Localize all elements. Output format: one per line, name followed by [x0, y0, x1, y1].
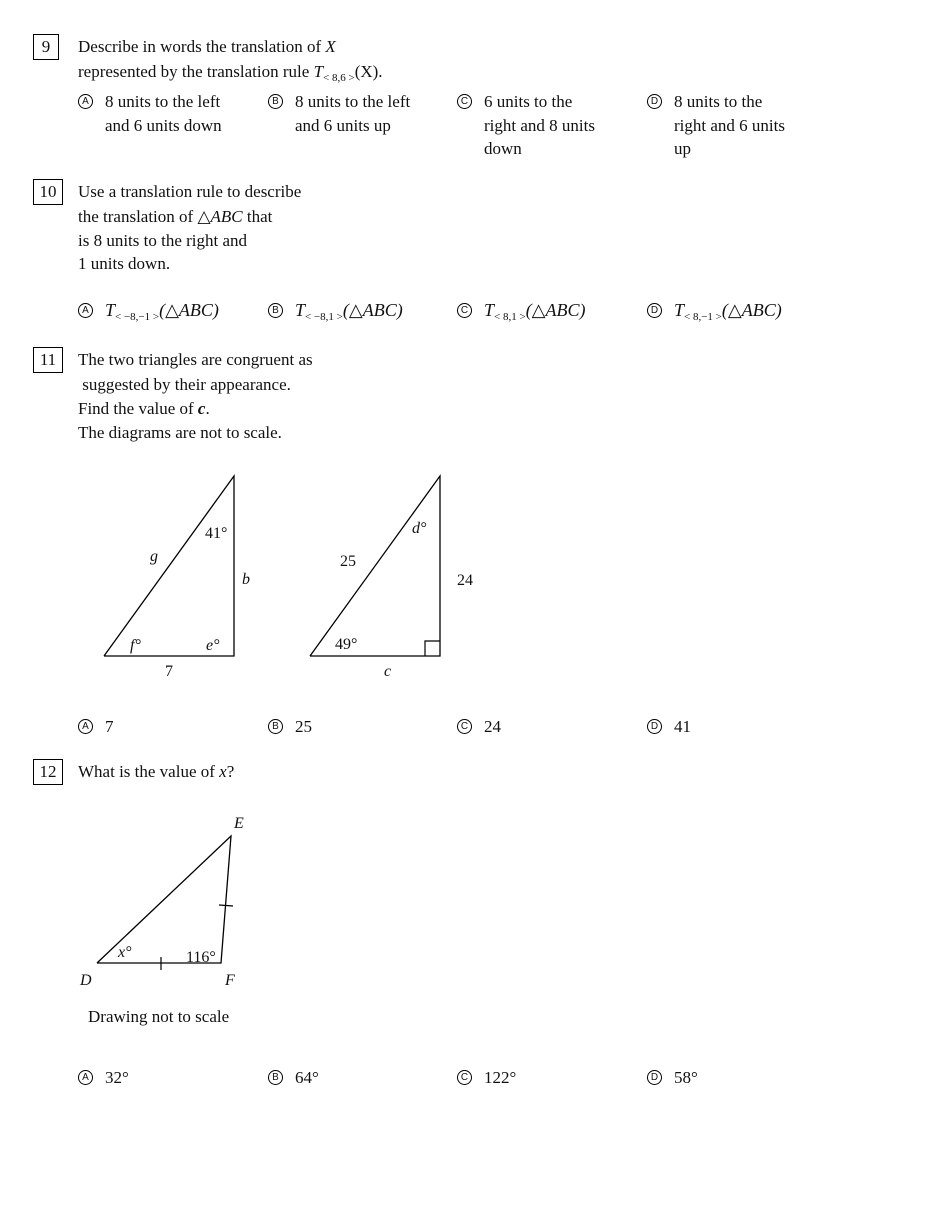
tick-mark-ef	[219, 905, 233, 906]
question-12-figure	[79, 815, 244, 989]
left-triangle	[104, 476, 250, 680]
option-d-bubble[interactable]: D	[647, 719, 662, 734]
angle-x: x°	[118, 944, 132, 961]
label-25: 25	[340, 553, 356, 570]
option-c-bubble[interactable]: C	[457, 1070, 472, 1085]
right-triangle	[310, 476, 473, 680]
question-12-option-c[interactable]: C 122°	[457, 1066, 516, 1090]
option-c-bubble[interactable]: C	[457, 94, 472, 109]
label-g: g	[150, 548, 158, 565]
vertex-d: D	[80, 972, 92, 989]
question-10-prompt-line-1: Use a translation rule to describe	[78, 182, 302, 201]
label-e: e°	[206, 637, 220, 654]
option-b-bubble[interactable]: B	[268, 1070, 283, 1085]
right-angle-mark	[425, 641, 440, 656]
option-c-bubble[interactable]: C	[457, 303, 472, 318]
question-10-prompt-line-3: is 8 units to the right and	[78, 231, 248, 250]
question-9-option-a[interactable]: A 8 units to the left and 6 units down	[78, 90, 222, 137]
question-10-prompt-line-2: the translation of △ABC that	[78, 207, 273, 226]
vertex-f: F	[225, 972, 235, 989]
option-d-bubble[interactable]: D	[647, 1070, 662, 1085]
question-11-prompt-line-1: The two triangles are congruent as	[78, 350, 313, 369]
question-11-option-c[interactable]: C 24	[457, 715, 501, 739]
label-d: d°	[412, 520, 427, 537]
question-10-number: 10	[33, 179, 63, 205]
question-11-prompt-line-3: Find the value of c.	[78, 399, 210, 418]
question-9-prompt-line-1: Describe in words the translation of X	[78, 37, 336, 56]
question-9-number: 9	[33, 34, 59, 60]
label-24: 24	[457, 572, 473, 589]
option-b-bubble[interactable]: B	[268, 719, 283, 734]
option-a-bubble[interactable]: A	[78, 94, 93, 109]
question-11-prompt-line-4: The diagrams are not to scale.	[78, 423, 282, 442]
question-10-option-a[interactable]: A $T_{< -8,-1 >}(\triangle ABC)$	[78, 299, 219, 323]
label-c: c	[384, 663, 392, 680]
question-12-option-b[interactable]: B 64°	[268, 1066, 319, 1090]
question-12-option-a[interactable]: A 32°	[78, 1066, 129, 1090]
label-f: f°	[130, 637, 141, 654]
drawing-note: Drawing not to scale	[88, 1007, 230, 1026]
question-12-option-d[interactable]: D 58°	[647, 1066, 698, 1090]
option-a-bubble[interactable]: A	[78, 719, 93, 734]
question-10-option-d[interactable]: D $T_{< 8,-1 >}(\triangle ABC)$	[647, 299, 782, 323]
question-12-prompt: What is the value of x?	[78, 762, 235, 781]
question-11-option-d[interactable]: D 41	[647, 715, 691, 739]
label-49: 49°	[335, 636, 358, 653]
question-12-number: 12	[33, 759, 63, 785]
vertex-e: E	[234, 815, 244, 832]
question-9-option-b[interactable]: B 8 units to the left and 6 units up	[268, 90, 410, 137]
label-41: 41°	[205, 525, 228, 542]
question-11-option-a[interactable]: A 7	[78, 715, 114, 739]
option-a-bubble[interactable]: A	[78, 1070, 93, 1085]
option-b-bubble[interactable]: B	[268, 94, 283, 109]
option-c-bubble[interactable]: C	[457, 719, 472, 734]
question-9-prompt-line-2: represented by the translation rule $T_{< 8,6 >}(X)$.	[78, 62, 383, 84]
question-11-number: 11	[33, 347, 63, 373]
label-7: 7	[165, 663, 173, 680]
question-10-prompt-line-4: 1 units down.	[78, 254, 171, 273]
option-d-bubble[interactable]: D	[647, 94, 662, 109]
option-d-bubble[interactable]: D	[647, 303, 662, 318]
question-11-option-b[interactable]: B 25	[268, 715, 312, 739]
question-10-option-c[interactable]: C $T_{< 8,1 >}(\triangle ABC)$	[457, 299, 586, 323]
question-10-option-b[interactable]: B $T_{< -8,1 >}(\triangle ABC)$	[268, 299, 403, 323]
question-9-option-d[interactable]: D 8 units to the right and 6 units up	[647, 90, 785, 161]
option-a-bubble[interactable]: A	[78, 303, 93, 318]
angle-116: 116°	[186, 949, 216, 966]
question-11-prompt-line-2: suggested by their appearance.	[78, 375, 291, 394]
option-b-bubble[interactable]: B	[268, 303, 283, 318]
label-b: b	[242, 571, 250, 588]
question-9-option-c[interactable]: C 6 units to the right and 8 units down	[457, 90, 595, 161]
